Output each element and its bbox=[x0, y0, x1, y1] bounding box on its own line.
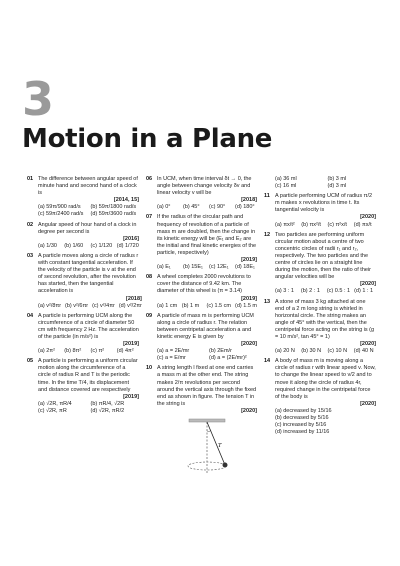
answer-option[interactable]: (a) decreased by 15/16 bbox=[275, 407, 332, 414]
question-body bbox=[275, 193, 376, 228]
question bbox=[27, 176, 139, 219]
column-left bbox=[27, 176, 142, 418]
answer-option[interactable]: (b) 3 ml bbox=[327, 176, 347, 182]
exam-year: [2019] bbox=[123, 341, 139, 348]
question-body bbox=[157, 274, 257, 309]
answer-option[interactable]: (c) 10 N bbox=[327, 348, 348, 355]
question-body bbox=[275, 358, 376, 436]
question bbox=[146, 313, 257, 363]
answer-option[interactable]: (b) 59π/1800 rad/s bbox=[90, 204, 137, 211]
exam-year: [2018] bbox=[125, 295, 142, 302]
answer-options bbox=[38, 204, 139, 218]
answer-option[interactable]: (b) 2Em/r bbox=[209, 348, 232, 355]
exam-year: [2020] bbox=[241, 341, 257, 348]
answer-option[interactable]: (c) a = E/mr bbox=[157, 355, 186, 362]
question bbox=[264, 232, 376, 296]
answer-options bbox=[275, 176, 376, 190]
question-number: 13 bbox=[264, 298, 271, 305]
answer-option[interactable]: (b) decreased by 5/16 bbox=[275, 415, 329, 421]
question bbox=[146, 214, 257, 271]
chapter-number: 3 bbox=[22, 72, 55, 126]
question-number: 01 bbox=[27, 176, 34, 182]
answer-option[interactable]: (d) 4π² bbox=[116, 348, 134, 355]
question-body bbox=[38, 222, 139, 250]
answer-options bbox=[157, 303, 257, 310]
question-text: In UCM, when time interval δt → 0, the angle between change velocity δv and linear velocity v will be bbox=[157, 176, 252, 197]
question bbox=[146, 365, 257, 479]
question-body bbox=[157, 365, 257, 479]
answer-option[interactable]: (c) π²x/t bbox=[327, 221, 347, 228]
question bbox=[264, 299, 376, 356]
answer-option[interactable]: (b) 8π² bbox=[64, 348, 82, 355]
question-text: Two particles are performing uniform circular motion about a centre of two concentric circles of radii r₁ and r₂, respectively. The two particles and the centre of circles lie on a straight line during the motion, then the ratio of their angular velocities will be bbox=[275, 231, 372, 281]
answer-option[interactable]: (c) 59π/2400 rad/s bbox=[38, 211, 84, 218]
answer-option[interactable]: (b) 30 N bbox=[301, 348, 322, 355]
answer-options bbox=[157, 264, 257, 271]
question bbox=[146, 274, 257, 309]
answer-option[interactable]: (b) πR/4, √2R bbox=[90, 400, 125, 407]
column-right bbox=[264, 176, 376, 439]
answer-option[interactable]: (d) πx/t bbox=[353, 221, 372, 228]
answer-option[interactable]: (d) 40 N bbox=[353, 348, 374, 355]
question-text: If the radius of the circular path and frequency of revolution of a particle of mass m are doubled, then the change in its kinetic energy will be (E₁ and E₂ are the initial and final kinetic energies of the particle, respectively) bbox=[157, 214, 257, 256]
exam-year: [2019] bbox=[123, 393, 139, 400]
answer-option[interactable]: (a) E₁ bbox=[157, 264, 171, 271]
question-number: 02 bbox=[27, 221, 34, 228]
question-body bbox=[38, 176, 139, 219]
question-body bbox=[275, 176, 376, 190]
answer-option[interactable]: (d) 180° bbox=[235, 204, 255, 211]
question-number: 10 bbox=[146, 365, 153, 372]
question-text: A particle is performing a uniform circular motion along the circumference of a circle of radius R and T is the periodic time. In the time T/4, its displacement and distance covered are respectively bbox=[38, 358, 138, 393]
question-number: 06 bbox=[146, 176, 153, 182]
question-body bbox=[157, 176, 257, 211]
answer-option[interactable]: (b) 1 m bbox=[181, 302, 200, 309]
question-text: A particle of mass m is performing UCM along a circle of radius r. The relation between centripetal acceleration a and kinetic energy E is given by bbox=[157, 312, 254, 340]
answer-option[interactable]: (a) 0° bbox=[157, 204, 171, 211]
answer-options bbox=[157, 204, 257, 211]
exam-year: [2019] bbox=[241, 295, 257, 302]
question-text: Angular speed of hour hand of a clock in degree per second is bbox=[38, 221, 137, 235]
answer-option[interactable]: (a) 2π² bbox=[38, 348, 55, 355]
question-number: 05 bbox=[27, 358, 34, 365]
answer-option[interactable]: (d) 3 ml bbox=[327, 183, 347, 190]
answer-option[interactable]: (d) 1 : 1 bbox=[354, 288, 374, 295]
question-text: A particle performing UCM of radius π/2 m makes x revolutions in time t. Its tangential velocity is bbox=[275, 193, 373, 214]
answer-option[interactable]: (a) 36 ml bbox=[275, 176, 297, 182]
answer-option[interactable]: (d) increased by 11/16 bbox=[275, 429, 330, 436]
answer-options bbox=[275, 222, 376, 229]
answer-option[interactable]: (a) 59π/900 rad/s bbox=[38, 204, 81, 211]
question bbox=[264, 176, 376, 190]
exam-year: [2020] bbox=[360, 341, 376, 348]
answer-option[interactable]: (d) 18E₁ bbox=[235, 264, 255, 271]
answer-option[interactable]: (c) 90° bbox=[209, 204, 226, 211]
question-body bbox=[38, 253, 142, 310]
column-middle bbox=[146, 176, 257, 482]
question-number: 07 bbox=[146, 214, 153, 221]
answer-options bbox=[275, 348, 376, 355]
answer-option[interactable]: (d) a = (2E/mr)² bbox=[209, 355, 247, 362]
question-text: A string length l fixed at one end carries a mass m at the other end. The string makes 2/π revolutions per second around the vertical axis through the fixed end as shown in figure. The tension T in the string is bbox=[157, 365, 257, 407]
answer-option[interactable]: (b) 1/60 bbox=[64, 242, 84, 249]
answer-option[interactable]: (b) v²/6πr bbox=[65, 302, 89, 309]
question bbox=[146, 176, 257, 211]
question-number: 03 bbox=[27, 252, 34, 259]
answer-option[interactable]: (d) 1.5 m bbox=[234, 302, 257, 309]
answer-option[interactable]: (c) 12E₁ bbox=[209, 264, 229, 271]
answer-option[interactable]: (d) √2R, πR/2 bbox=[90, 407, 125, 414]
question bbox=[27, 252, 142, 310]
exam-year: [2014, 15] bbox=[113, 197, 139, 204]
question-number: 08 bbox=[146, 274, 153, 281]
answer-option[interactable]: (c) 1.5 cm bbox=[206, 302, 231, 309]
answer-option[interactable]: (a) v²/8πr bbox=[38, 302, 62, 309]
question-number: 12 bbox=[264, 231, 271, 238]
answer-option[interactable]: (d) 59π/3600 rad/s bbox=[90, 211, 137, 218]
answer-option[interactable]: (b) 15E₁ bbox=[183, 264, 203, 271]
answer-option[interactable]: (a) a = 2E/mr bbox=[157, 348, 190, 355]
answer-option[interactable]: (b) 45° bbox=[183, 204, 200, 211]
answer-options bbox=[38, 401, 139, 415]
question-number: 11 bbox=[264, 193, 270, 200]
question-number bbox=[264, 176, 275, 190]
answer-options bbox=[275, 288, 376, 295]
exam-year: [2020] bbox=[360, 281, 376, 288]
answer-option[interactable]: (a) πx/t² bbox=[275, 221, 295, 228]
answer-option[interactable]: (d) v²/2πr bbox=[118, 302, 142, 309]
exam-year: [2020] bbox=[360, 214, 376, 221]
exam-year: [2019] bbox=[241, 257, 257, 264]
exam-year: [2016] bbox=[123, 235, 139, 242]
answer-option[interactable]: (a) 20 N bbox=[275, 348, 295, 355]
question-body bbox=[275, 232, 376, 296]
answer-options bbox=[38, 303, 142, 310]
exam-year: [2020] bbox=[360, 400, 376, 407]
question-number: 14 bbox=[264, 358, 271, 365]
question-body bbox=[38, 358, 139, 415]
question-number: 04 bbox=[27, 312, 34, 319]
answer-option[interactable]: (c) 1/120 bbox=[90, 242, 113, 249]
question-text: The difference between angular speed of minute hand and second hand of a clock is bbox=[38, 176, 138, 197]
answer-option[interactable]: (c) π² bbox=[90, 348, 105, 355]
answer-option[interactable]: (b) πx²/t bbox=[301, 221, 321, 228]
question bbox=[264, 193, 376, 228]
answer-option[interactable]: (a) √2R, πR/4 bbox=[38, 400, 72, 407]
tension-label: T bbox=[218, 443, 222, 449]
question-body bbox=[157, 313, 257, 363]
answer-option[interactable]: (c) v²/4πr bbox=[92, 302, 115, 309]
exam-year: [2018] bbox=[241, 197, 257, 204]
question-body bbox=[157, 214, 257, 271]
answer-options bbox=[38, 243, 139, 250]
question-text: A wheel completes 2000 revolutions to cover the distance of 9.42 km. The diameter of this wheel is (π = 3.14) bbox=[157, 274, 251, 295]
question-text: A stone of mass 3 kg attached at one end of a 2 m long string is whirled in horizontal circle. The string makes an angle of 45° with the vertical, then the centripetal force acting on the string is (g = 10 m/s², tan 45° = 1) bbox=[275, 298, 375, 340]
question-text: A particle moves along a circle of radius r with constant tangential acceleration. If the velocity of the particle is v at the end of second revolution, after the revolution has started, then the tangential acceleration is bbox=[38, 252, 139, 295]
answer-option[interactable]: (c) increased by 5/16 bbox=[275, 422, 327, 429]
answer-option[interactable]: (a) 1/30 bbox=[38, 242, 57, 249]
answer-option[interactable]: (c) 16 ml bbox=[275, 183, 297, 190]
question-text: A particle is performing UCM along the circumference of a circle of diameter 50 cm with frequency 2 Hz. The acceleration of the particle (in m/s²) is bbox=[38, 312, 139, 340]
answer-option[interactable]: (c) √2R, πR bbox=[38, 407, 67, 414]
question bbox=[264, 358, 376, 436]
answer-options bbox=[157, 348, 257, 362]
question bbox=[27, 358, 139, 415]
question-body bbox=[275, 299, 376, 356]
exam-year: [2020] bbox=[241, 407, 257, 414]
answer-option[interactable]: (a) 3 : 1 bbox=[275, 288, 294, 295]
answer-option[interactable]: (a) 1 cm bbox=[157, 302, 178, 309]
answer-option[interactable]: (c) 0.5 : 1 bbox=[326, 288, 351, 295]
question-number: 09 bbox=[146, 312, 153, 319]
question-body bbox=[38, 313, 139, 356]
question bbox=[27, 313, 139, 356]
question-text: A body of mass m is moving along a circle of radius r with linear speed v. Now, to change the linear speed to v/2 and to move it along the circle of radius 4r, required change in the centripetal force of the body is bbox=[275, 358, 376, 400]
answer-options bbox=[275, 408, 376, 436]
answer-option[interactable]: (d) 1/720 bbox=[116, 242, 139, 249]
answer-options bbox=[38, 348, 139, 355]
chapter-title: Motion in a Plane bbox=[22, 124, 273, 154]
answer-option[interactable]: (b) 2 : 1 bbox=[300, 288, 320, 295]
question bbox=[27, 222, 139, 250]
conical-pendulum-figure bbox=[177, 417, 237, 479]
